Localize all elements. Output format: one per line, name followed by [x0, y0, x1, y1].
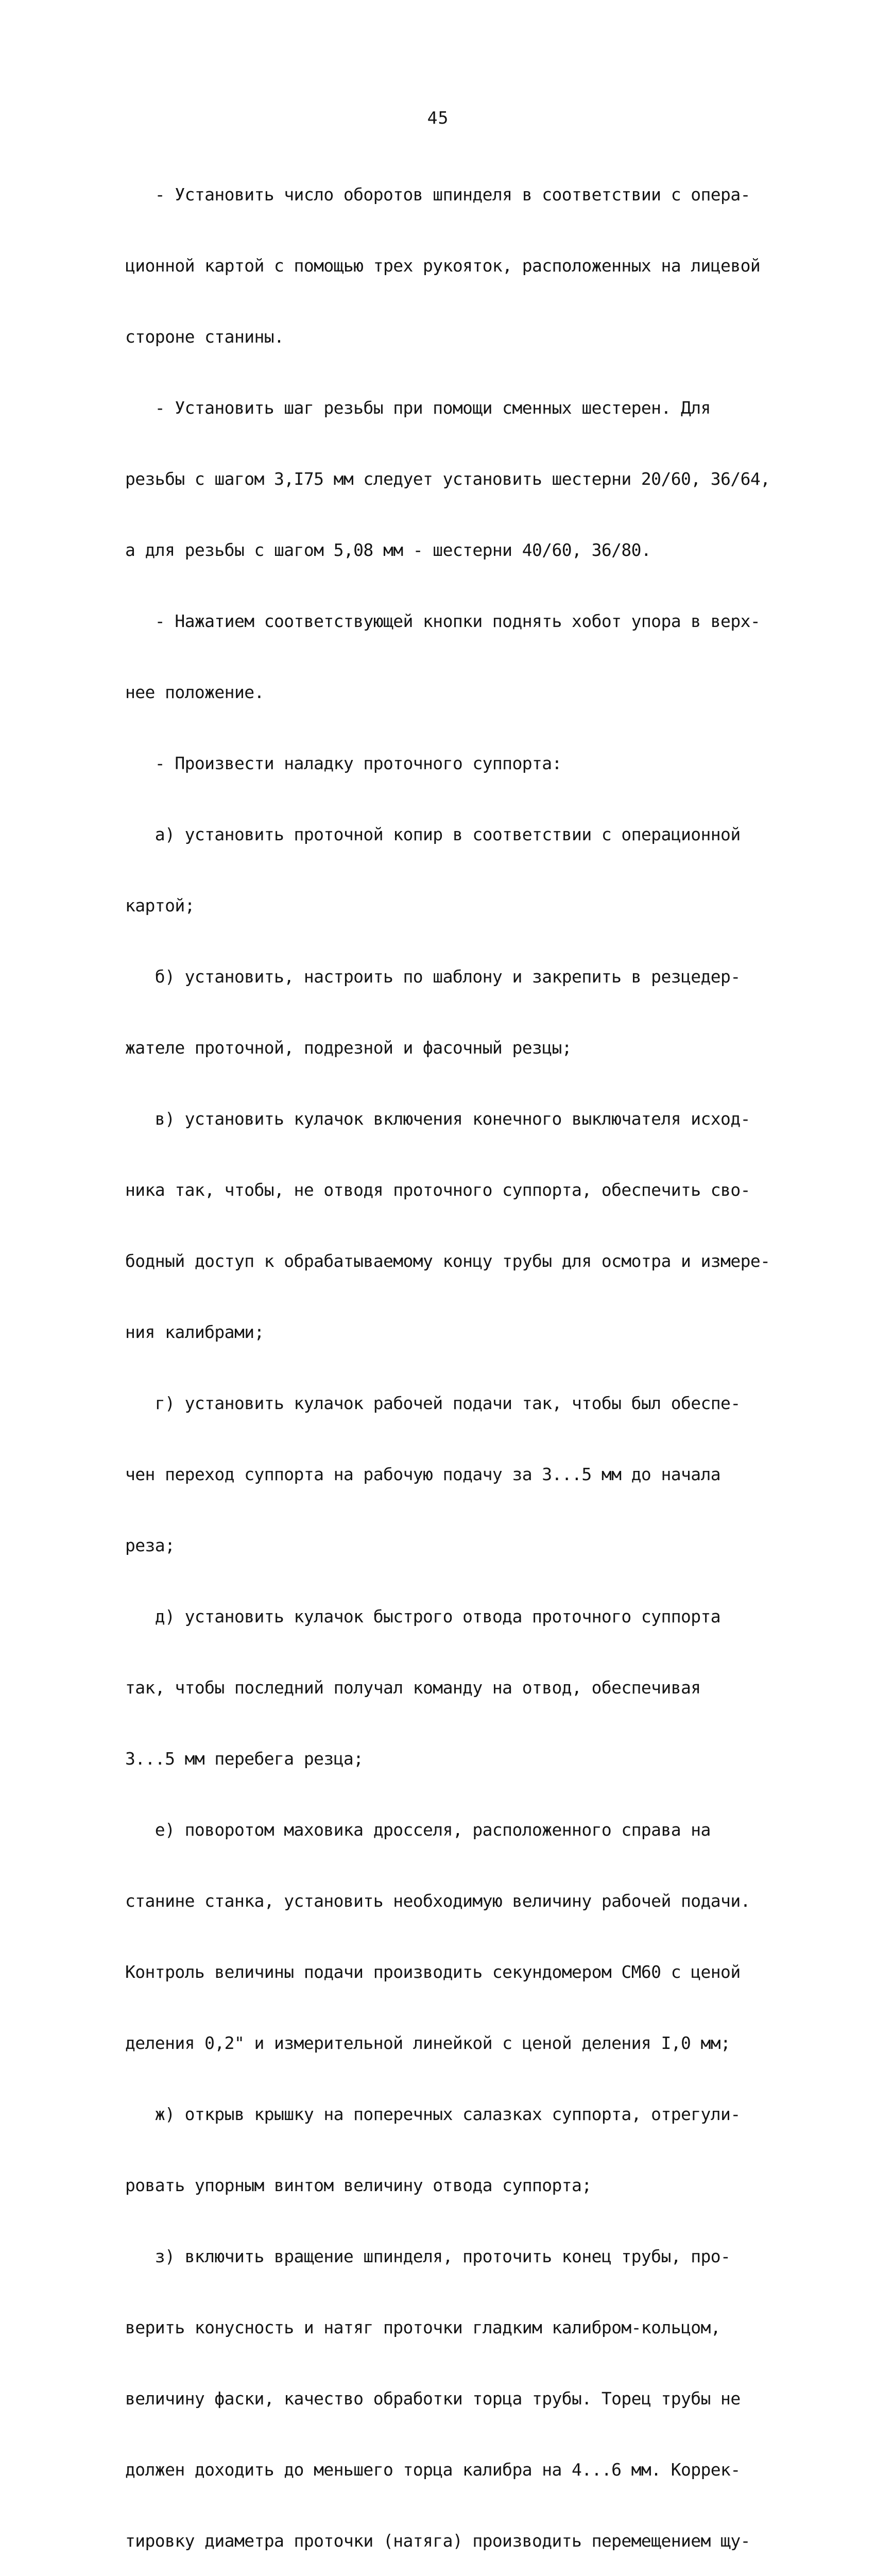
- text-line: в) установить кулачок включения конечного выключателя исход-: [125, 1109, 750, 1129]
- text-line: - Произвести наладку проточного суппорта:: [125, 753, 562, 773]
- text-line: ционной картой с помощью трех рукояток, расположенных на лицевой: [125, 256, 761, 276]
- page-number: 45: [427, 108, 449, 128]
- text-line: картой;: [125, 895, 195, 916]
- text-line: ж) открыв крышку на поперечных салазках суппорта, отрегули-: [125, 2104, 741, 2124]
- text-line: стороне станины.: [125, 327, 284, 347]
- text-line: е) поворотом маховика дросселя, расположенного справа на: [125, 1820, 711, 1840]
- text-line: - Нажатием соответствующей кнопки поднять хобот упора в верх-: [125, 611, 761, 631]
- body-text: [125, 135, 770, 2576]
- text-line: - Установить число оборотов шпинделя в соответствии с опера-: [125, 184, 750, 205]
- text-line: нее положение.: [125, 682, 264, 702]
- text-line: б) установить, настроить по шаблону и закрепить в резцедер-: [125, 967, 741, 987]
- text-line: реза;: [125, 1535, 175, 1555]
- text-line: 3...5 мм перебега резца;: [125, 1749, 364, 1769]
- text-line: а) установить проточной копир в соответствии с операционной: [125, 824, 741, 844]
- text-line: тировку диаметра проточки (натяга) производить перемещением щу-: [125, 2531, 750, 2551]
- text-line: жателе проточной, подрезной и фасочный резцы;: [125, 1038, 572, 1058]
- text-line: верить конусность и натяг проточки гладким калибром-кольцом,: [125, 2317, 721, 2337]
- text-line: з) включить вращение шпинделя, проточить конец трубы, про-: [125, 2246, 731, 2266]
- text-line: а для резьбы с шагом 5,08 мм - шестерни 40/60, 36/80.: [125, 540, 651, 560]
- text-line: г) установить кулачок рабочей подачи так, чтобы был обеспе-: [125, 1393, 741, 1413]
- text-line: ровать упорным винтом величину отвода суппорта;: [125, 2175, 592, 2195]
- text-line: так, чтобы последний получал команду на отвод, обеспечивая: [125, 1677, 701, 1698]
- text-line: - Установить шаг резьбы при помощи сменных шестерен. Для: [125, 398, 711, 418]
- text-line: резьбы с шагом 3,I75 мм следует установить шестерни 20/60, 36/64,: [125, 469, 770, 489]
- text-line: величину фаски, качество обработки торца трубы. Торец трубы не: [125, 2388, 741, 2409]
- text-line: деления 0,2" и измерительной линейкой с ценой деления I,0 мм;: [125, 2033, 731, 2053]
- text-line: станине станка, установить необходимую величину рабочей подачи.: [125, 1891, 750, 1911]
- text-line: чен переход суппорта на рабочую подачу за 3...5 мм до начала: [125, 1464, 721, 1484]
- text-line: должен доходить до меньшего торца калибра на 4...6 мм. Коррек-: [125, 2460, 741, 2480]
- text-line: ника так, чтобы, не отводя проточного суппорта, обеспечить сво-: [125, 1180, 750, 1200]
- text-line: ния калибрами;: [125, 1322, 264, 1342]
- text-line: д) установить кулачок быстрого отвода проточного суппорта: [125, 1606, 721, 1626]
- text-line: Контроль величины подачи производить секундомером СМ60 с ценой: [125, 1962, 741, 1982]
- text-line: бодный доступ к обрабатываемому концу трубы для осмотра и измере-: [125, 1251, 770, 1271]
